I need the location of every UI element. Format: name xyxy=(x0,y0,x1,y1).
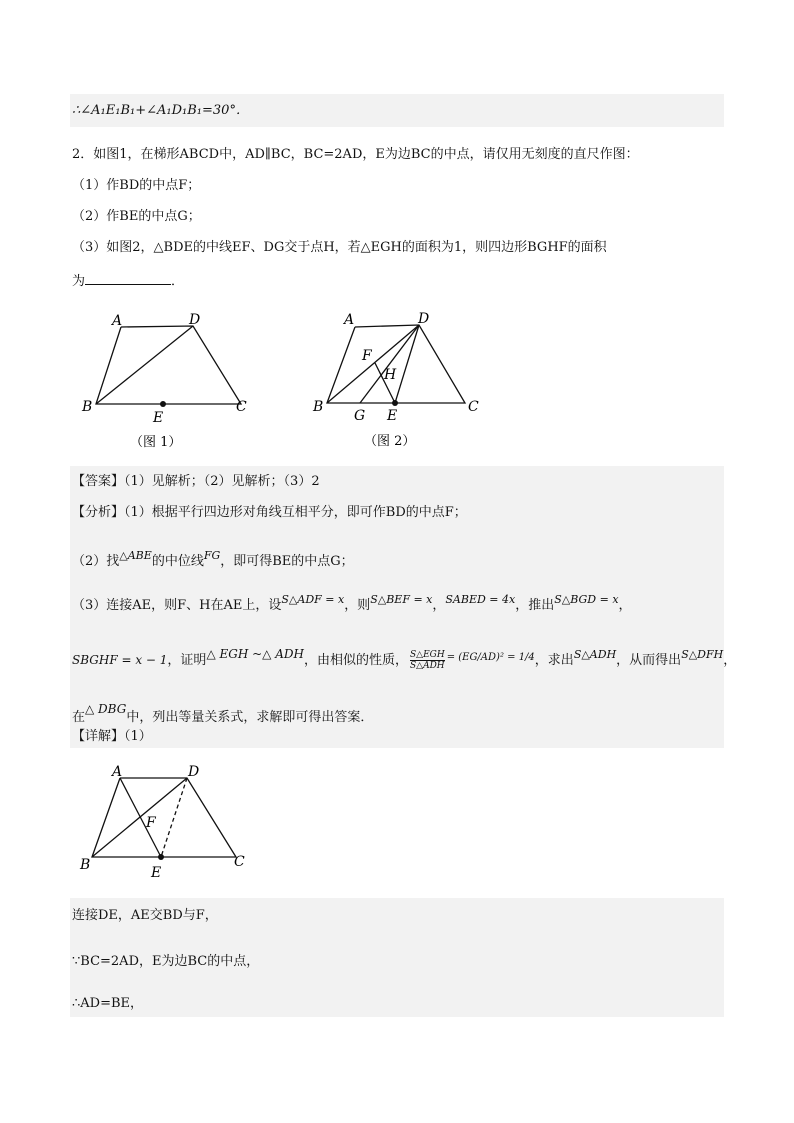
line3-text-b: ，则 xyxy=(344,598,371,613)
ratio-denominator: S△ADH xyxy=(410,661,445,671)
line4-text-d: ，从而得出 xyxy=(616,653,682,668)
area-bef: S△BEF = x xyxy=(370,593,433,606)
fig2-caption: （图 2） xyxy=(364,434,416,449)
line4-text-e: ， xyxy=(723,653,737,668)
line5-text-b: 中，列出等量关系式，求解即可得出答案． xyxy=(126,710,374,725)
line3-text-c: ， xyxy=(432,598,446,613)
detail-line-2: ∵BC=2AD，E为边BC的中点， xyxy=(72,954,260,969)
fig3-label-e: E xyxy=(151,865,162,881)
triangle-dbg: △ DBG xyxy=(85,702,127,716)
fig1-diagonal-bd xyxy=(96,326,193,404)
line2-text-a: （2）找 xyxy=(72,554,120,569)
fig3-trapezoid xyxy=(92,778,236,857)
fig2-label-g: G xyxy=(354,408,366,424)
fig2-segment-de xyxy=(395,325,419,403)
line3-text-d: ，推出 xyxy=(515,598,555,613)
fig1-label-e: E xyxy=(153,410,164,426)
fig2-label-h: H xyxy=(384,367,397,383)
similar-triangles: △ EGH ~△ ADH xyxy=(206,647,304,661)
fig1-caption: （图 1） xyxy=(130,435,182,450)
area-adh: S△ADH xyxy=(573,648,617,661)
line5-text-a: 在 xyxy=(72,710,86,725)
conclusion-line: ∴∠A₁E₁B₁+∠A₁D₁B₁=30°． xyxy=(72,103,249,118)
fig2-label-e: E xyxy=(387,408,398,424)
fig2-label-f: F xyxy=(362,348,372,364)
detail-line-3: ∴AD=BE， xyxy=(72,996,144,1011)
detail-heading: 【详解】（1） xyxy=(72,729,152,744)
fig3-point-e xyxy=(158,854,164,860)
question-part3-end xyxy=(72,270,184,292)
analysis-line3 xyxy=(72,590,632,616)
fig2-label-d: D xyxy=(418,311,430,327)
analysis-line2 xyxy=(72,546,354,572)
fig3-dashed-de xyxy=(161,778,187,857)
line4-text-b: ，由相似的性质， xyxy=(303,653,408,668)
answer-line: 【答案】（1）见解析；（2）见解析；（3）2 xyxy=(72,474,320,489)
fig3-label-c: C xyxy=(234,854,245,870)
analysis-line5 xyxy=(72,699,373,728)
line2-text-b: 的中位线 xyxy=(151,554,204,569)
fig2-label-a: A xyxy=(344,312,355,328)
figure-3 xyxy=(72,760,256,890)
analysis-line1: 【分析】（1）根据平行四边形对角线互相平分，即可作BD的中点F； xyxy=(72,505,467,520)
question-part3: （3）如图2，△BDE的中线EF、DG交于点H，若△EGH的面积为1，则四边形BGHF的面积 xyxy=(72,240,607,255)
triangle-abe: △ABE xyxy=(119,549,152,562)
line4-text-c: ，求出 xyxy=(534,653,574,668)
fig1-label-a: A xyxy=(112,313,123,329)
fig2-label-b: B xyxy=(313,399,324,415)
fig3-label-d: D xyxy=(188,764,200,780)
question-part2: （2）作BE的中点G； xyxy=(72,209,201,224)
fig2-label-c: C xyxy=(468,399,479,415)
answer-blank xyxy=(85,270,171,285)
area-dfh: S△DFH xyxy=(681,648,724,661)
fig2-point-e xyxy=(392,400,398,406)
fig1-point-e xyxy=(160,401,166,407)
analysis-line4 xyxy=(72,644,736,671)
fig3-label-b: B xyxy=(80,857,91,873)
ratio-numerator: S△EGH xyxy=(409,650,445,660)
line2-text-c: ，即可得BE的中点G； xyxy=(220,554,354,569)
fig1-label-d: D xyxy=(189,312,201,328)
part3-end-word: 为 xyxy=(72,274,86,289)
line3-text-a: （3）连接AE，则F、H在AE上，设 xyxy=(72,598,282,613)
fig1-trapezoid xyxy=(96,326,241,404)
figure-2 xyxy=(310,306,500,456)
fig3-label-a: A xyxy=(112,764,123,780)
question-stem: 2．如图1，在梯形ABCD中，AD∥BC，BC=2AD，E为边BC的中点，请仅用无刻度的直尺作图： xyxy=(72,147,639,162)
area-adf: S△ADF = x xyxy=(281,593,345,606)
question-part1: （1）作BD的中点F； xyxy=(72,178,201,193)
fig2-trapezoid xyxy=(327,325,465,403)
fig3-label-f: F xyxy=(146,815,156,831)
area-ratio-fraction xyxy=(410,650,445,671)
part3-tail: ． xyxy=(171,274,185,289)
fig1-label-b: B xyxy=(82,399,93,415)
area-abed: SABED = 4x xyxy=(445,593,516,606)
median-fg: FG xyxy=(203,549,221,562)
line3-text-e: ， xyxy=(618,598,632,613)
area-bgd: S△BGD = x xyxy=(554,593,619,606)
line4-text-a: ，证明 xyxy=(167,653,207,668)
ratio-equation: = (EG/AD)² = 1/4 xyxy=(446,652,535,663)
fig1-label-c: C xyxy=(236,399,247,415)
area-bghf: SBGHF = x − 1 xyxy=(72,653,168,667)
detail-line-1: 连接DE，AE交BD与F， xyxy=(72,908,218,923)
figure-1 xyxy=(76,306,266,456)
